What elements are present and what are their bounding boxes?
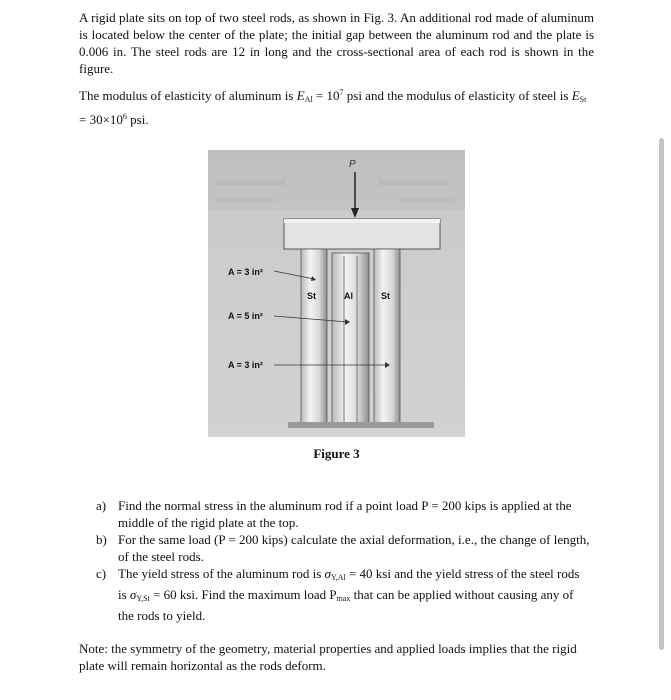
question-text: Find the normal stress in the aluminum rod if a point load P = 200 kips is applied at the middle of the rigid plate at the top. <box>118 498 572 530</box>
question-c <box>96 565 591 624</box>
area-label-bot: A = 3 in² <box>228 360 263 370</box>
rod-label-left: St <box>307 291 316 301</box>
rod-label-center: Al <box>344 291 353 301</box>
problem-intro: A rigid plate sits on top of two steel rods, as shown in Fig. 3. An additional rod made of aluminum is located below the center of the plate; the initial gap between the aluminum rod and the plate is 0.006 in. The steel rods are 12 in long and the cross-sectional area of each rod is shown in the figure. <box>79 10 594 76</box>
area-label-mid: A = 5 in² <box>228 311 263 321</box>
steel-rod-left <box>301 249 327 424</box>
vertical-scrollbar[interactable] <box>659 138 664 650</box>
load-label: P <box>349 159 356 170</box>
question-label: a) <box>96 498 107 513</box>
moduli-statement: The modulus of elasticity of aluminum is $E_{Al} = 10^7$ psi and the modulus of elasticity of steel is $E_{St}$ = $30\times 10^6$ psi. <box>79 88 587 127</box>
question-text: The yield stress of the aluminum rod is $\sigma_{Y,Al} = 40$ ksi and the yield stress of the steel rods is $\sigma_{Y,St} = 60$ ksi. Find the maximum load $P_{max}$ that can be applied without causing any of the rods to yield. <box>118 566 580 623</box>
symmetry-note: Note: the symmetry of the geometry, material properties and applied loads implies that the rigid plate will remain horizontal as the rods deform. <box>79 641 577 673</box>
question-list <box>96 497 591 624</box>
figure-caption: Figure 3 <box>313 446 360 461</box>
question-b <box>96 531 591 565</box>
question-a <box>96 497 591 531</box>
rod-label-right: St <box>381 291 390 301</box>
steel-rod-right <box>374 249 400 424</box>
area-label-top: A = 3 in² <box>228 267 263 277</box>
rigid-plate <box>284 219 440 249</box>
question-label: c) <box>96 566 107 581</box>
question-text: For the same load (P = 200 kips) calculate the axial deformation, i.e., the change of length, of the steel rods. <box>118 532 590 564</box>
question-label: b) <box>96 532 107 547</box>
figure-3-photo <box>208 150 465 437</box>
aluminum-rod <box>332 253 369 424</box>
base-support <box>288 422 434 428</box>
